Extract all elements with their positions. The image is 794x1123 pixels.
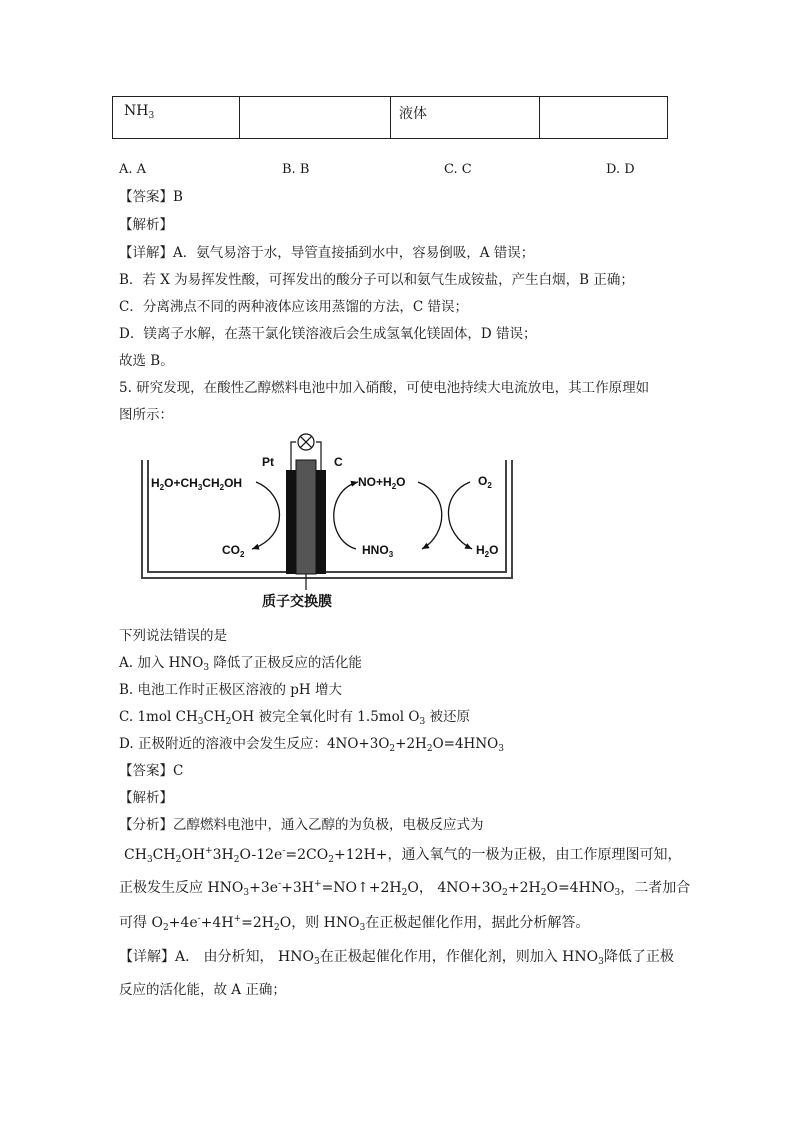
q4-options xyxy=(0,162,794,182)
sum-equation: $O_2+4e^-+4H^+=2H_2O$ xyxy=(151,914,292,933)
membrane-label: 质子交换膜 xyxy=(262,593,332,609)
cathode-equation-1: $HNO_3+3e^-+3H^+=NO↑+2H_2O$ xyxy=(207,879,419,898)
cathode-arrow-middle xyxy=(418,482,442,549)
q5-answer xyxy=(119,761,183,781)
fuel-cell-diagram xyxy=(136,430,516,610)
fenxi-text-6: ，则 xyxy=(291,915,320,931)
fenxi-text-5: 可得 xyxy=(119,915,147,931)
cathode-arrow-left xyxy=(334,482,358,549)
detail-a-text-2: 在正极起催化作用，作催化剂，则加入 xyxy=(319,949,558,965)
pt-electrode xyxy=(286,470,296,574)
fenxi-text-1: 乙醇燃料电池中，通入乙醇的为负极，电极反应式为 xyxy=(173,817,484,833)
q5-stem-line-2: 图所示： xyxy=(119,407,173,423)
q4-conclusion: 故选 B。 xyxy=(119,353,174,369)
wire-left xyxy=(291,442,296,470)
q4-option-d: D. D xyxy=(606,162,635,177)
cathode-no-water: $NO+H_2O$ xyxy=(358,475,406,491)
fenxi-label: 【分析】 xyxy=(119,817,173,833)
q5-analysis-label: 【解析】 xyxy=(119,790,173,806)
hno3-formula: $HNO_3$ xyxy=(562,949,604,967)
cell-empty-4 xyxy=(540,97,667,103)
table-row xyxy=(113,97,668,139)
q5-question: 下列说法错误的是 xyxy=(119,628,227,644)
hno3-formula: $HNO_3$ xyxy=(323,915,366,933)
proton-exchange-membrane xyxy=(296,460,316,574)
fenxi-text-3: 正极发生反应 xyxy=(119,880,203,896)
answer-value: B xyxy=(173,189,183,205)
anode-equation: $CH_3CH_2OH^+3H_2O-12e^-=2CO_2+12H+$ xyxy=(124,846,388,865)
wire-right xyxy=(316,442,321,470)
table-cell xyxy=(391,97,540,139)
pt-label: Pt xyxy=(262,455,274,469)
q5-fenxi-line-1 xyxy=(119,815,484,835)
table-cell xyxy=(113,97,240,139)
detail-a-text: A．氨气易溶于水，导管直接插到水中，容易倒吸，A 错误； xyxy=(173,245,535,261)
q5-option-d: D. 正极附近的溶液中会发生反应：$4NO+3O_2+2H_2O=4HNO_3$ xyxy=(119,736,504,754)
cell-empty-2 xyxy=(240,97,390,103)
oxygen-label: $O_2$ xyxy=(478,474,492,490)
q5-detail-a-line-1 xyxy=(119,946,674,968)
fenxi-text-7: 在正极起催化作用，据此分析解答。 xyxy=(365,915,590,931)
q4-detail-a xyxy=(119,243,534,263)
q4-option-b: B. B xyxy=(282,162,310,177)
q4-option-a: A. A xyxy=(119,162,147,177)
c-label: C xyxy=(334,455,343,469)
fenxi-text-4: ，二者加合 xyxy=(620,880,691,896)
q5-option-c: C. 1mol $CH_3CH_2OH$ 被完全氧化时有 1.5mol $O_3$ 被还原 xyxy=(119,709,470,727)
q5-fenxi-line-3 xyxy=(119,877,690,899)
cathode-hno3: $HNO_3$ xyxy=(362,543,394,559)
q4-detail-c: C．分离沸点不同的两种液体应该用蒸馏的方法，C 错误； xyxy=(119,299,468,315)
q5-option-a: A. 加入 $HNO_3$ 降低了正极反应的活化能 xyxy=(119,655,362,673)
q5-detail-a-line-2: 反应的活化能，故 A 正确； xyxy=(119,982,286,998)
q5-option-b: B. 电池工作时正极区溶液的 pH 增大 xyxy=(119,682,343,698)
anode-reactants: $H_2O+CH_3CH_2OH$ xyxy=(151,476,243,492)
detail-label: 【详解】 xyxy=(119,245,173,261)
separator: ， xyxy=(418,880,433,896)
hno3-formula: $HNO_3$ xyxy=(278,949,320,967)
q4-analysis-label: 【解析】 xyxy=(119,217,173,233)
answer-value: C xyxy=(173,763,184,779)
anode-product: $CO_2$ xyxy=(222,543,245,559)
cell-nh3: $NH_3$ xyxy=(124,103,155,121)
reagent-table xyxy=(112,96,668,139)
detail-label: 【详解】 xyxy=(119,949,175,965)
cell-liquid: 液体 xyxy=(399,106,427,122)
fenxi-text-2: ，通入氧气的一极为正极，由工作原理图可知， xyxy=(387,847,682,863)
q4-answer xyxy=(119,187,183,207)
water-label: $H_2O$ xyxy=(476,543,499,559)
cathode-equation-2: $4NO+3O_2+2H_2O=4HNO_3$ xyxy=(437,880,621,898)
answer-label: 【答案】 xyxy=(119,189,173,205)
q4-detail-b: B．若 X 为易挥发性酸，可挥发出的酸分子可以和氨气生成铵盐，产生白烟，B 正确； xyxy=(119,272,634,288)
c-electrode xyxy=(316,470,326,574)
detail-a-text-3: 降低了正极 xyxy=(603,949,674,965)
table-cell xyxy=(540,97,668,139)
q5-fenxi-line-2 xyxy=(124,844,682,866)
q5-fenxi-line-4 xyxy=(119,912,589,934)
table-cell xyxy=(240,97,391,139)
answer-label: 【答案】 xyxy=(119,763,173,779)
q4-detail-d: D．镁离子水解，在蒸干氯化镁溶液后会生成氢氧化镁固体，D 错误； xyxy=(119,326,537,342)
q4-option-c: C. C xyxy=(444,162,472,177)
anode-arrow xyxy=(252,482,280,549)
q5-stem-line-1: 5. 研究发现，在酸性乙醇燃料电池中加入硝酸，可使电池持续大电流放电，其工作原理如 xyxy=(119,380,650,396)
oxygen-arrow xyxy=(448,482,472,549)
detail-a-text-1: A． 由分析知， xyxy=(175,949,274,965)
